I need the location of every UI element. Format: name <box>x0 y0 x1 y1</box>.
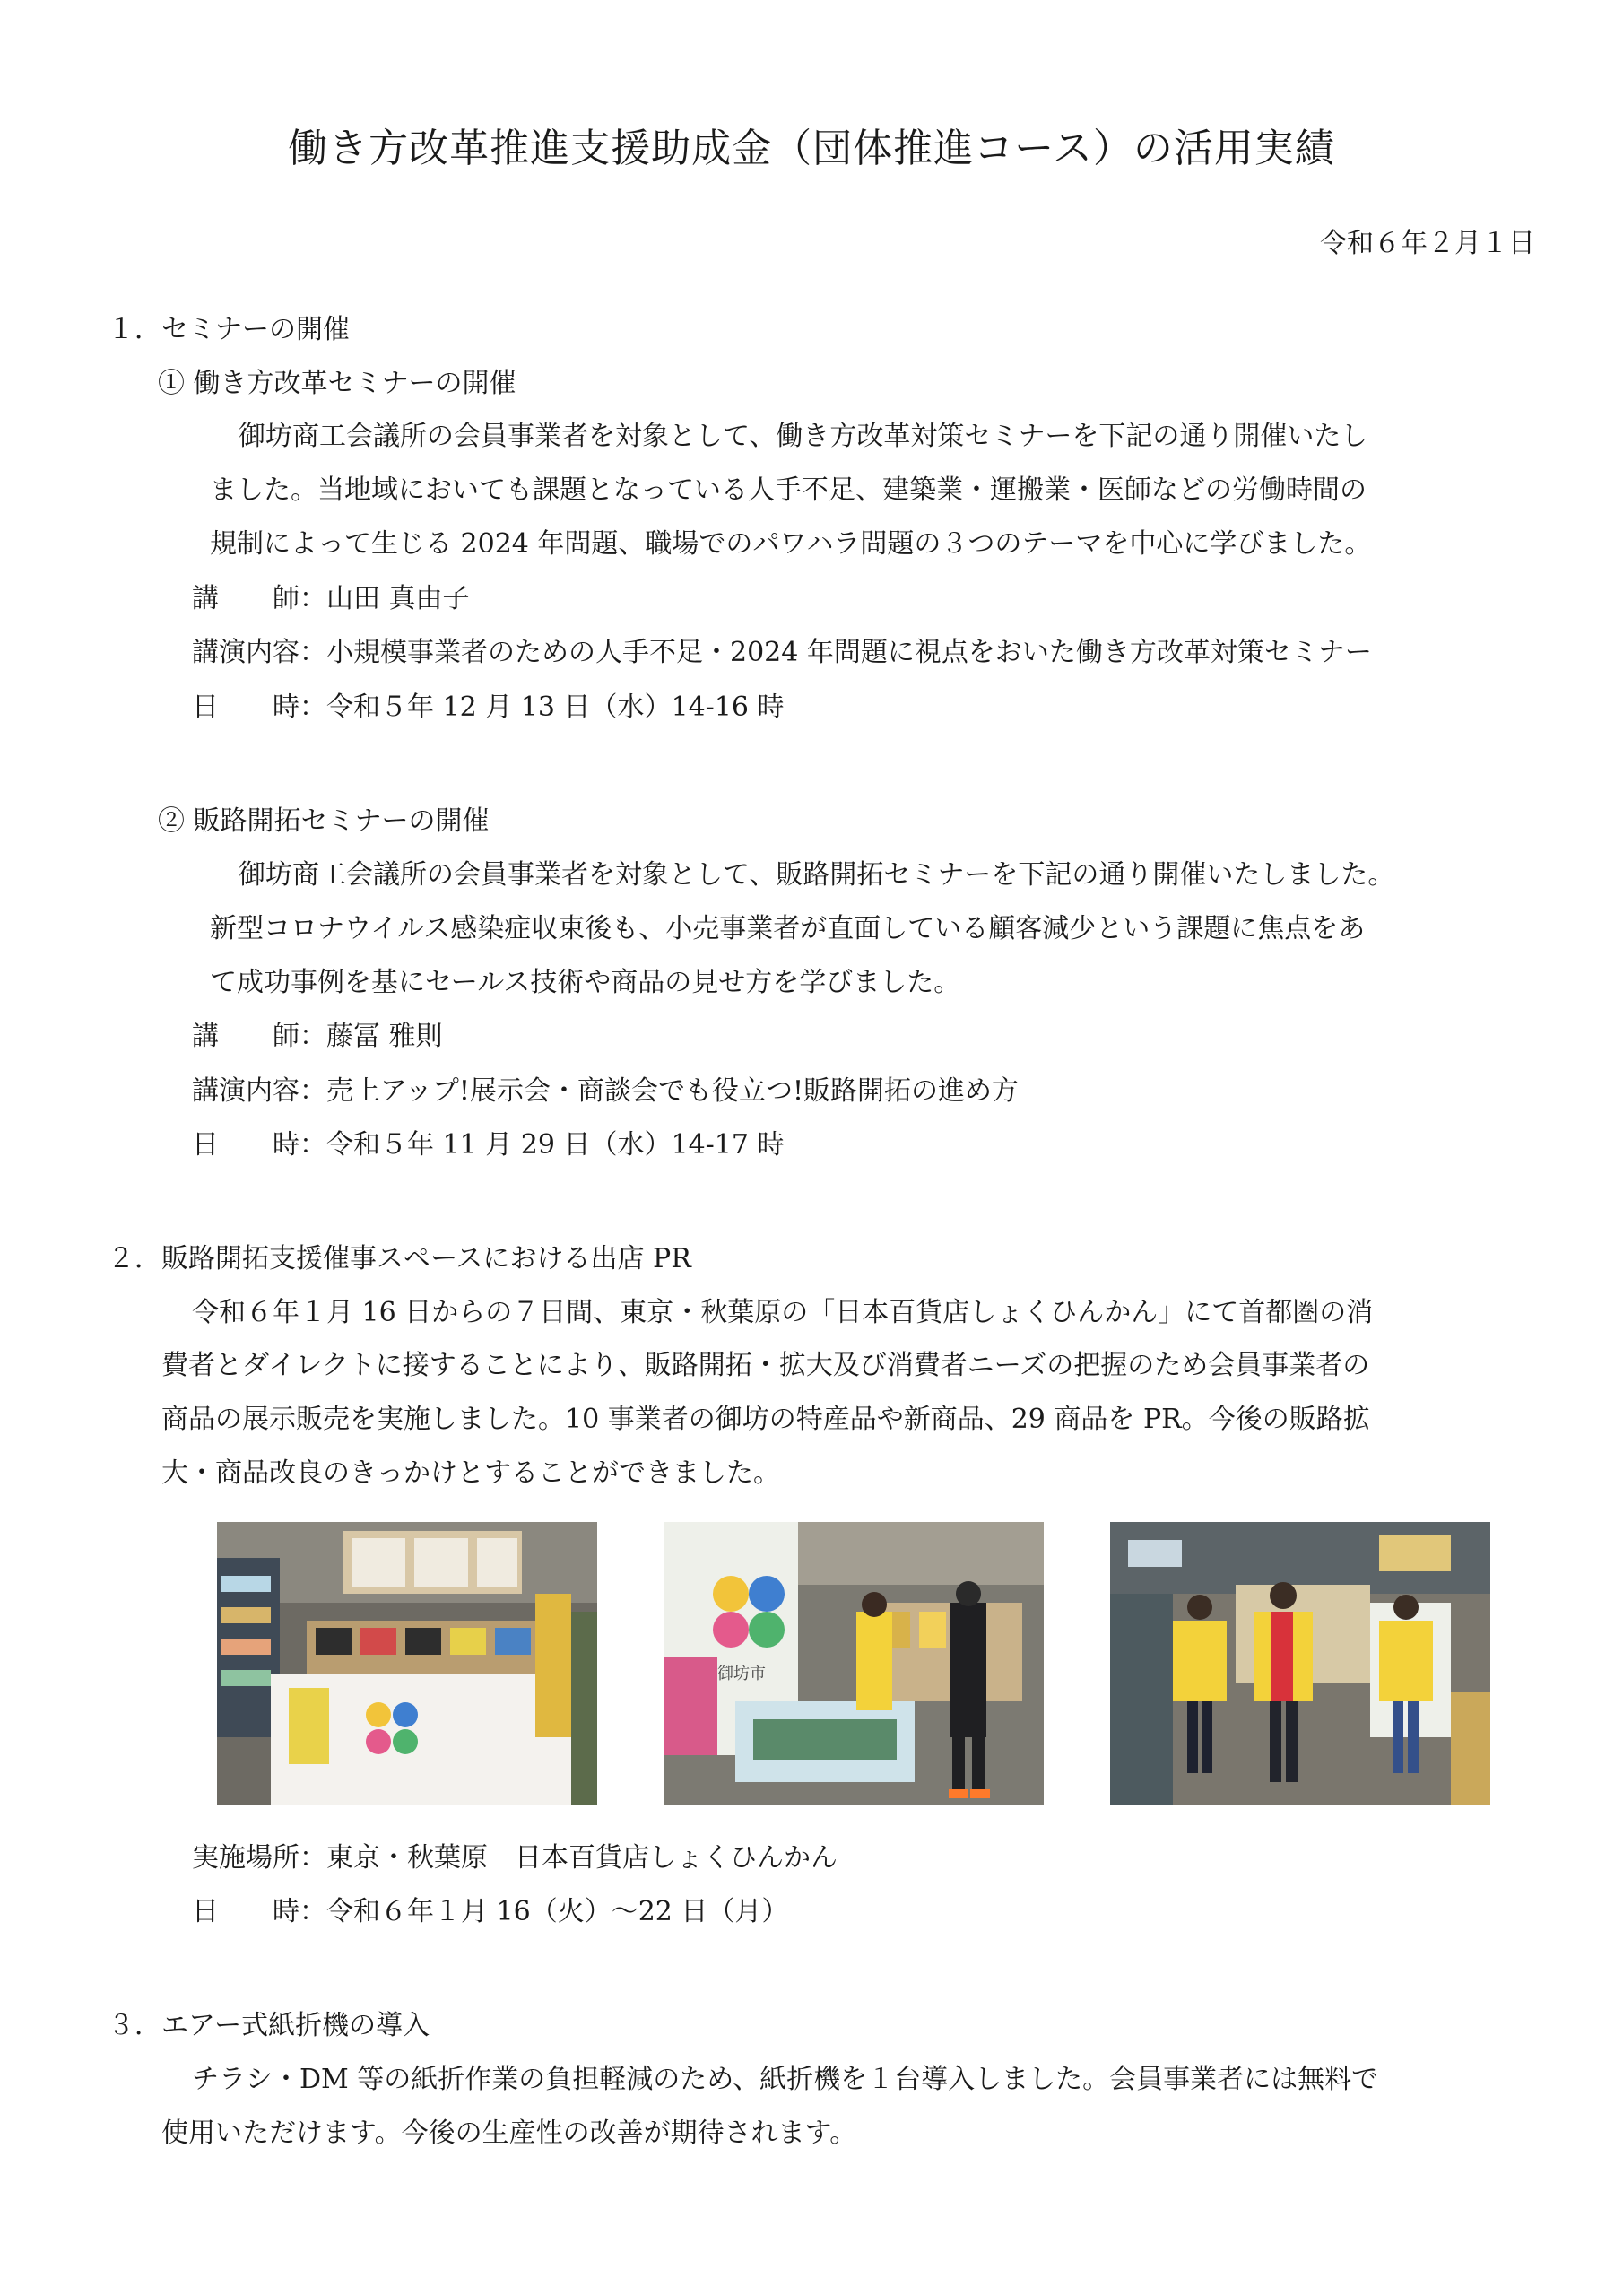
photo-customer <box>664 1522 1044 1805</box>
seminar1-body-line3: 規制によって生じる 2024 年問題、職場でのパワハラ問題の３つのテーマを中心に学びました。 <box>210 528 1372 560</box>
photo-booth <box>217 1522 597 1805</box>
seminar1-body-line1: 御坊商工会議所の会員事業者を対象として、働き方改革対策セミナーを下記の通り開催いたし <box>239 421 1368 452</box>
section2-datetime: 日 時：令和６年１月 16（火）～22 日（月） <box>192 1896 789 1927</box>
seminar2-lecturer: 講 師：藤冨 雅則 <box>192 1021 443 1052</box>
seminar2-body-line2: 新型コロナウイルス感染症収束後も、小売事業者が直面している顧客減少という課題に焦点をあ <box>210 913 1366 944</box>
section3-body-line1: チラシ・DM 等の紙折作業の負担軽減のため、紙折機を１台導入しました。会員事業者には無料で <box>192 2064 1379 2095</box>
section2-heading: ２．販路開拓支援催事スペースにおける出店 PR <box>108 1243 691 1274</box>
section1-heading: １．セミナーの開催 <box>108 314 350 345</box>
section3-heading: ３．エアー式紙折機の導入 <box>108 2010 430 2041</box>
section2-place: 実施場所：東京・秋葉原 日本百貨店しょくひんかん <box>192 1842 838 1874</box>
section3-body-line2: 使用いただけます。今後の生産性の改善が期待されます。 <box>161 2118 857 2149</box>
seminar2-heading: ② 販路開拓セミナーの開催 <box>158 805 490 837</box>
section2-body-line1: 令和６年１月 16 日からの７日間、東京・秋葉原の「日本百貨店しょくひんかん」にて首都圏の消 <box>192 1297 1374 1328</box>
seminar2-body-line3: て成功事例を基にセールス技術や商品の見せ方を学びました。 <box>210 967 961 998</box>
section2-body-line3: 商品の展示販売を実施しました。10 事業者の御坊の特産品や新商品、29 商品を PR。今後の販路拡 <box>161 1404 1370 1435</box>
section2-body-line2: 費者とダイレクトに接することにより、販路開拓・拡大及び消費者ニーズの把握のため会員事業者の <box>161 1350 1370 1381</box>
seminar2-body-line1: 御坊商工会議所の会員事業者を対象として、販路開拓セミナーを下記の通り開催いたしました。 <box>239 859 1395 891</box>
seminar1-lecturer: 講 師：山田 真由子 <box>192 583 470 614</box>
seminar2-datetime: 日 時：令和５年 11 月 29 日（水）14-17 時 <box>192 1129 785 1161</box>
page-title: 働き方改革推進支援助成金（団体推進コース）の活用実績 <box>288 126 1335 171</box>
seminar1-body-line2: ました。当地域においても課題となっている人手不足、建築業・運搬業・医師などの労働時間の <box>210 474 1367 506</box>
document-date: 令和６年２月１日 <box>1320 228 1535 259</box>
seminar2-content: 講演内容：売上アップ!展示会・商談会でも役立つ!販路開拓の進め方 <box>192 1075 1020 1107</box>
seminar1-content: 講演内容：小規模事業者のための人手不足・2024 年問題に視点をおいた働き方改革対策セミナー <box>192 637 1372 668</box>
seminar1-datetime: 日 時：令和５年 12 月 13 日（水）14-16 時 <box>192 691 785 723</box>
seminar1-heading: ① 働き方改革セミナーの開催 <box>158 368 516 399</box>
section2-body-line4: 大・商品改良のきっかけとすることができました。 <box>161 1457 780 1489</box>
banner-text: 御坊市 <box>717 1665 766 1683</box>
photo-staff <box>1110 1522 1490 1805</box>
